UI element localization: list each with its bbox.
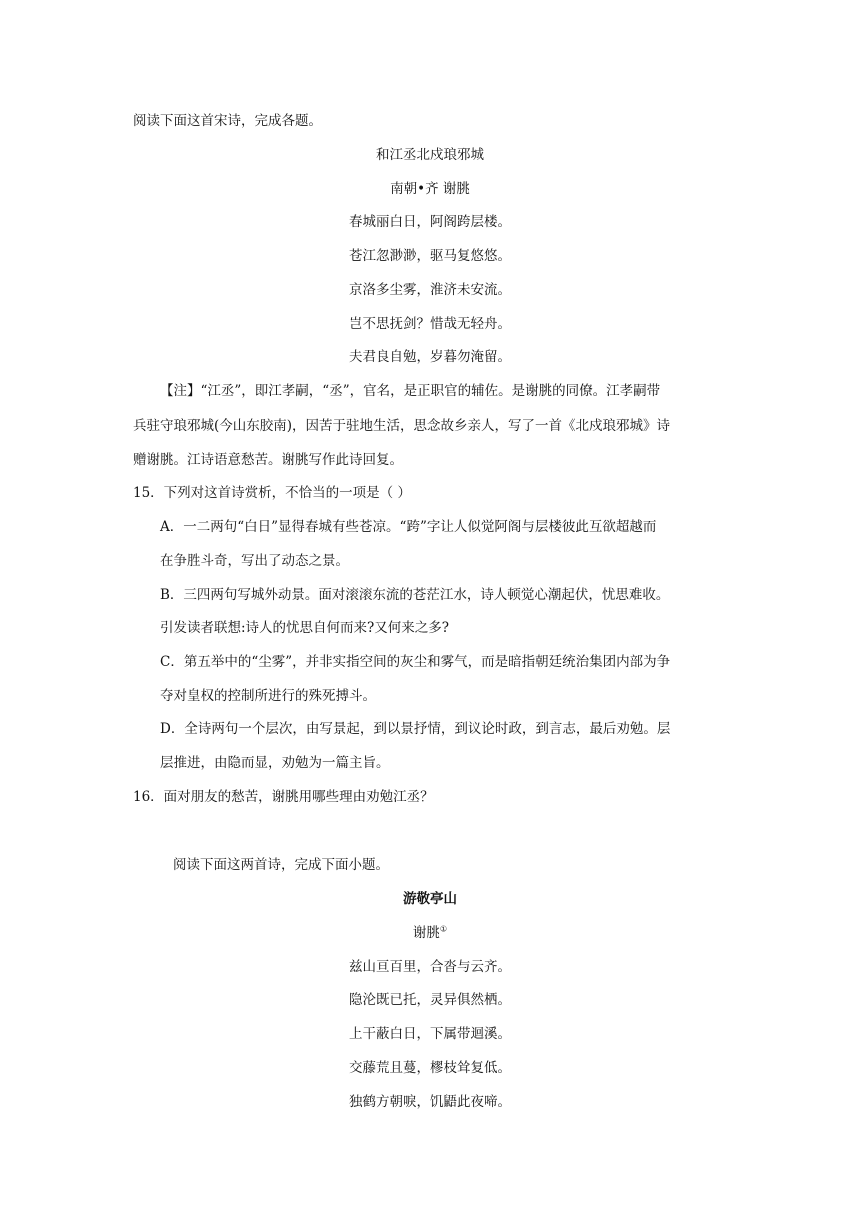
option-a-line1: A．一二两句“白日”显得春城有些苍凉。“跨”字让人似觉阿阁与层楼彼此互欲超越而 bbox=[160, 519, 657, 535]
section2-intro: 阅读下面这两首诗，完成下面小题。 bbox=[173, 857, 389, 873]
poem2-line: 独鹤方朝唳，饥鼯此夜啼。 bbox=[349, 1094, 511, 1110]
option-c-line1: C．第五举中的“尘雾”，并非实指空间的灰尘和雾气，而是暗指朝廷统治集团内部为争 bbox=[160, 654, 671, 670]
footnote-marker: ① bbox=[439, 924, 448, 934]
poem1-line: 京洛多尘雾，淮济未安流。 bbox=[349, 282, 511, 298]
note-line: 赠谢朓。江诗语意愁苦。谢朓写作此诗回复。 bbox=[133, 452, 403, 468]
poem1-line: 春城丽白日，阿阁跨层楼。 bbox=[349, 214, 511, 230]
option-b-line2: 引发读者联想:诗人的忧思自何而来?又何来之多? bbox=[160, 620, 450, 636]
option-a-line2: 在争胜斗奇，写出了动态之景。 bbox=[160, 553, 349, 569]
poem2-line: 隐沦既已托，灵异俱然栖。 bbox=[349, 992, 511, 1008]
note-line: 【注】“江丞”，即江孝嗣，“丞”，官名，是正职官的辅佐。是谢朓的同僚。江孝嗣带 bbox=[160, 383, 661, 399]
poem1-title: 和江丞北戍琅邪城 bbox=[376, 147, 484, 163]
option-d-line1: D．全诗两句一个层次，由写景起，到以景抒情，到议论时政，到言志，最后劝勉。层 bbox=[160, 721, 671, 737]
poem1-line: 夫君良自勉，岁暮勿淹留。 bbox=[349, 349, 511, 365]
poem1-line: 岂不思抚剑？惜哉无轻舟。 bbox=[349, 316, 511, 332]
note-line: 兵驻守琅邪城(今山东胶南)，因苦于驻地生活，思念故乡亲人，写了一首《北戍琅邪城》诗 bbox=[133, 418, 671, 434]
option-d-line2: 层推进，由隐而显，劝勉为一篇主旨。 bbox=[160, 755, 390, 771]
poem1-line: 苍江忽渺渺，驱马复悠悠。 bbox=[349, 248, 511, 264]
poem1-author: 南朝•齐 谢朓 bbox=[390, 181, 470, 197]
poem2-line: 上干蔽白日，下属带迴溪。 bbox=[349, 1026, 511, 1042]
poem2-title: 游敬亭山 bbox=[403, 891, 457, 907]
poem2-author: 谢朓 bbox=[412, 925, 440, 941]
poem2-author-line bbox=[0, 923, 860, 943]
option-b-line1: B．三四两句写城外动景。面对滚滚东流的苍茫江水，诗人顿觉心潮起伏，忧思难收。 bbox=[160, 587, 670, 603]
question-15: 15．下列对这首诗赏析，不恰当的一项是（ ） bbox=[133, 485, 411, 501]
section1-intro: 阅读下面这首宋诗，完成各题。 bbox=[133, 113, 322, 129]
poem2-line: 兹山亘百里，合沓与云齐。 bbox=[349, 959, 511, 975]
option-c-line2: 夺对皇权的控制所进行的殊死搏斗。 bbox=[160, 688, 376, 704]
poem2-line: 交藤荒且蔓，樛枝耸复低。 bbox=[349, 1060, 511, 1076]
question-16: 16．面对朋友的愁苦，谢朓用哪些理由劝勉江丞？ bbox=[133, 789, 434, 805]
